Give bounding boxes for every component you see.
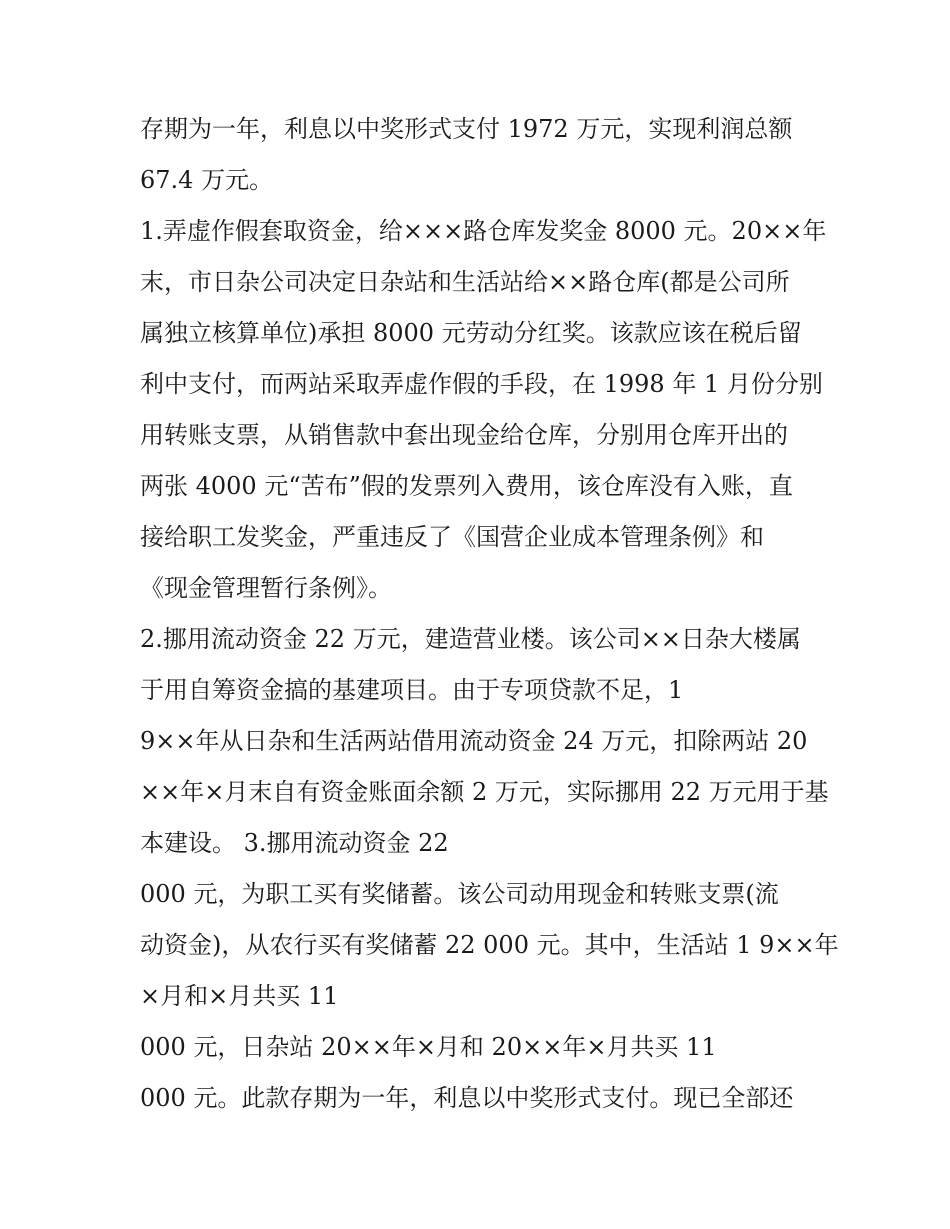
text-line: 000 元。此款存期为一年，利息以中奖形式支付。现已全部还 (140, 1084, 794, 1112)
text-line: 本建设。 3.挪用流动资金 22 (140, 829, 449, 857)
text-line: ××年×月末自有资金账面余额 2 万元，实际挪用 22 万元用于基 (140, 778, 829, 806)
text-line: 000 元，日杂站 20××年×月和 20××年×月共买 11 (140, 1033, 717, 1061)
text-line: 存期为一年，利息以中奖形式支付 1972 万元，实现利润总额 (140, 115, 793, 143)
text-line: 两张 4000 元“苦布”假的发票列入费用，该仓库没有入账，直 (140, 472, 793, 500)
text-line: 动资金)，从农行买有奖储蓄 22 000 元。其中，生活站 1 9××年 (140, 931, 839, 959)
text-line: 000 元，为职工买有奖储蓄。该公司动用现金和转账支票(流 (140, 880, 779, 908)
text-line: 利中支付，而两站采取弄虚作假的手段，在 1998 年 1 月份分别 (140, 370, 823, 398)
text-line: 属独立核算单位)承担 8000 元劳动分红奖。该款应该在税后留 (140, 319, 802, 347)
text-line: 于用自筹资金搞的基建项目。由于专项贷款不足，1 (140, 676, 684, 704)
text-line: 2.挪用流动资金 22 万元，建造营业楼。该公司××日杂大楼属 (140, 625, 801, 653)
text-line: 《现金管理暂行条例》。 (140, 574, 392, 602)
text-line: 67.4 万元。 (140, 166, 274, 194)
text-line: 接给职工发奖金，严重违反了《国营企业成本管理条例》和 (140, 523, 764, 551)
text-line: 末，市日杂公司决定日杂站和生活站给××路仓库(都是公司所 (140, 268, 790, 296)
text-line: 用转账支票，从销售款中套出现金给仓库，分别用仓库开出的 (140, 421, 788, 449)
text-line: ×月和×月共买 11 (140, 982, 339, 1010)
text-line: 9××年从日杂和生活两站借用流动资金 24 万元，扣除两站 20 (140, 727, 808, 755)
text-line: 1.弄虚作假套取资金，给×××路仓库发奖金 8000 元。20××年 (140, 217, 827, 245)
